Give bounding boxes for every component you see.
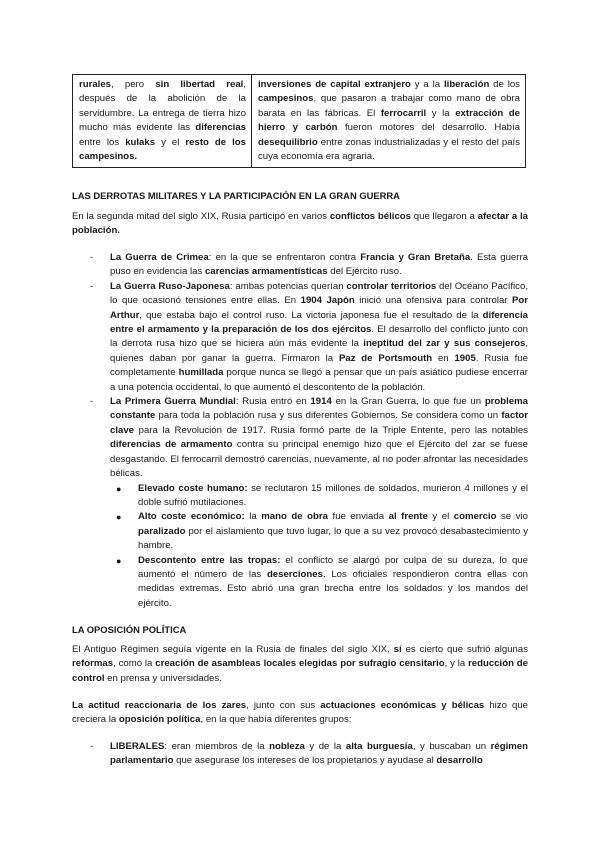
text-run: , en la que había diferentes grupos:: [200, 714, 352, 726]
bold-text: factor clave: [110, 410, 528, 436]
list-item-russo-japanese: [72, 280, 528, 395]
bold-text: sin libertad real: [155, 79, 244, 90]
bold-text: diferencias de armamento: [110, 439, 233, 451]
bold-text: 1914: [310, 396, 332, 408]
bold-text: campesinos: [258, 93, 314, 105]
table-row: [73, 75, 526, 168]
bold-text: La actitud reaccionaria de los zares: [72, 700, 247, 711]
bold-text: alta burguesía: [345, 741, 413, 752]
text-run: y el: [155, 136, 186, 148]
text-run: porque nunca se llegó a pensar que un país asiático pudiese encerrar a una potencia occidental, lo que aumentó el descontento de la población.: [110, 367, 528, 393]
bold-text: liberación: [443, 79, 490, 90]
bold-text: reducción de control: [72, 658, 528, 684]
bold-text: Elevado coste humano:: [138, 482, 248, 494]
bold-text: resto de los campesinos.: [79, 136, 246, 163]
list-item-crimea: [72, 251, 528, 280]
text-run: . Esta guerra puso en evidencia las: [110, 252, 528, 278]
bold-text: inversiones de capital extranjero: [258, 79, 411, 90]
bold-text: extracción de hierro y carbón: [258, 107, 520, 134]
text-run: el conflicto se alargó por culpa de su dureza, lo que aumentó el número de las: [138, 554, 528, 580]
bold-text: 1905: [454, 352, 476, 364]
bold-text: sí: [393, 644, 402, 655]
text-run: se vio: [496, 511, 528, 523]
bold-text: Alto coste económico:: [138, 511, 245, 523]
text-run: : en la que se enfrentaron contra: [208, 252, 361, 263]
text-run: entre los: [79, 136, 126, 148]
text-run: la: [244, 511, 262, 523]
text-run: . El desarrollo del conflicto junto con la derrota rusa hizo que se hiciera aún más evidente la: [110, 324, 528, 350]
bold-text: La Primera Guerra Mundial: [110, 396, 236, 408]
text-run: , quienes daban por ganar la guerra. Firmaron la: [110, 338, 529, 364]
bold-text: diferencias: [195, 122, 246, 134]
list-item-ww1: [72, 395, 528, 611]
text-run: . Los oficiales respondieron contra ellas con medidas extremas. Esto abrió una gran brecha entre los soldados y los mandos del ejército.: [138, 568, 528, 609]
bold-text: problema constante: [110, 396, 528, 422]
bold-text: ferrocarril: [380, 107, 427, 119]
text-run: , pero: [111, 79, 156, 90]
opposition-paragraph-1: [72, 643, 528, 686]
opposition-paragraph-2: [72, 699, 528, 728]
text-run: fue enviada: [327, 511, 389, 523]
ww1-sublist: [110, 482, 528, 612]
text-run: , que estaba bajo el control ruso. La victoria japonesa fue el resultado de la: [139, 309, 483, 321]
bold-text: carencias armamentísticas: [204, 266, 328, 278]
bold-text: La Guerra de Crimea: [110, 252, 209, 263]
text-run: , junto con sus: [246, 700, 321, 711]
text-run: y la: [426, 107, 456, 119]
text-run: , y la: [444, 658, 469, 670]
bold-text: LIBERALES: [110, 741, 165, 752]
bullet-icon: ●: [116, 555, 122, 566]
bold-text: comercio: [453, 511, 497, 523]
text-run: : ambas potencias querían: [229, 280, 347, 292]
bullet-icon: ●: [116, 512, 122, 523]
bold-text: ineptitud del zar y sus consejeros: [363, 338, 526, 350]
bold-text: La Guerra Ruso-Japonesa: [110, 280, 230, 292]
text-run: , que pasaron a trabajar como mano de obra barata en las fábricas. El: [258, 93, 520, 119]
bold-text: desarrollo: [436, 755, 483, 767]
bold-text: mano de obra: [261, 511, 328, 523]
text-run: se reclutaron 15 millones de soldados, murieron 4 millones y el doble sufrió mutilaciones.: [138, 482, 529, 508]
table-cell-right: [252, 75, 526, 168]
bold-text: Francia y Gran Bretaña: [360, 252, 471, 263]
intro-paragraph: [72, 210, 528, 239]
section-heading-military: LAS DERROTAS MILITARES Y LA PARTICIPACIÓN EN LA GRAN GUERRA: [72, 190, 400, 201]
text-run: en la Gran Guerra, lo que fue un: [331, 396, 485, 408]
bold-text: rurales: [79, 79, 111, 90]
bold-text: 1904 Japón: [300, 295, 355, 307]
bold-text: afectar a la población.: [72, 211, 528, 237]
wars-list: [72, 251, 528, 611]
text-run: hizo que creciera la: [72, 700, 528, 726]
bold-text: actuaciones económicas y bélicas: [320, 700, 485, 711]
text-run: para toda la población rusa y sus diferentes Gobiernos. Se considera como un: [155, 410, 502, 422]
bold-text: deserciones: [266, 568, 323, 580]
text-run: y a la: [410, 79, 444, 90]
text-run: contra su principal enemigo hizo que el Ejército del zar se fuese desgastando. El ferrocarril demostró carencias, nuevamente, al no poder afrontar las necesidades bélicas.: [110, 439, 529, 480]
intro-text: [72, 210, 528, 239]
text-run: , como la: [113, 658, 156, 670]
text-run: . Rusia fue completamente: [110, 352, 528, 379]
bold-text: Descontento entre las tropas:: [138, 554, 281, 566]
bold-text: reformas: [72, 658, 114, 670]
text-run: en prensa y universidades.: [104, 672, 222, 684]
text-run: para la Revolución de 1917. Rusia formó parte de la Triple Entente, pero las notables: [134, 424, 528, 436]
bold-text: régimen parlamentario: [110, 741, 528, 767]
bold-text: humillada: [178, 367, 224, 379]
bold-text: diferencia entre el armamento y la preparación de los dos ejércitos: [110, 309, 528, 336]
text-run: que asegurase los intereses de los propietarios y ayudase al: [173, 755, 437, 767]
text-run: y de la: [304, 741, 346, 752]
text-run: es cierto que sufrió algunas: [401, 644, 528, 655]
bold-text: nobleza: [269, 741, 305, 752]
sublist-item: [110, 510, 528, 553]
bold-text: desequilibrio: [258, 136, 318, 148]
text-run: inició una ofensiva para controlar: [354, 295, 512, 307]
bold-text: al frente: [388, 511, 428, 523]
section-heading-opposition: LA OPOSICIÓN POLÍTICA: [72, 624, 187, 635]
bold-text: paralizado: [138, 525, 186, 537]
bold-text: kulaks: [125, 136, 156, 148]
text-run: : eran miembros de la: [164, 741, 270, 752]
text-run: : Rusia entró en: [235, 396, 311, 408]
text-run: , y buscaban un: [412, 741, 491, 752]
text-run: El Antiguo Régimen seguía vigente en la Rusia de finales del siglo XIX,: [72, 644, 394, 655]
opposition-list: [72, 740, 528, 769]
bold-text: oposición política: [118, 714, 201, 726]
bold-text: Paz de Portsmouth: [338, 352, 433, 364]
text-run: y el: [427, 511, 454, 523]
list-item-liberales: [72, 740, 528, 769]
text-run: en: [432, 352, 455, 364]
text-run: En la segunda mitad del siglo XIX, Rusia participó en varios: [72, 211, 330, 222]
text-run: del Ejército ruso.: [327, 266, 402, 278]
text-run: por el aislamiento que tuvo lugar, lo que a su vez provocó desabastecimiento y hambre.: [138, 525, 528, 552]
text-run: del Océano Pacífico, lo que ocasionó tensiones entre ellas. En: [110, 280, 528, 307]
table-cell-left: [73, 75, 252, 168]
text-run: fueron motores del desarrollo. Había: [337, 122, 520, 134]
list-item-ww1-text: [110, 396, 528, 479]
text-run: , después de la abolición de la servidumbre. La entrega de tierra hizo mucho más evidente las: [79, 79, 246, 134]
text-run: que llegaron a: [410, 211, 478, 222]
bold-text: creación de asambleas locales elegidas por sufragio censitario: [155, 658, 445, 670]
text-run: entre zonas industrializadas y el resto del país cuya economía era agraria.: [258, 136, 520, 163]
sublist-item: [110, 482, 528, 511]
bold-text: controlar territorios: [346, 280, 437, 292]
bullet-icon: ●: [116, 483, 122, 494]
text-run: de los: [489, 79, 520, 90]
sublist-item: [110, 554, 528, 612]
bold-text: Por Arthur: [110, 295, 528, 321]
summary-table: [72, 74, 526, 168]
bold-text: conflictos bélicos: [329, 211, 411, 222]
